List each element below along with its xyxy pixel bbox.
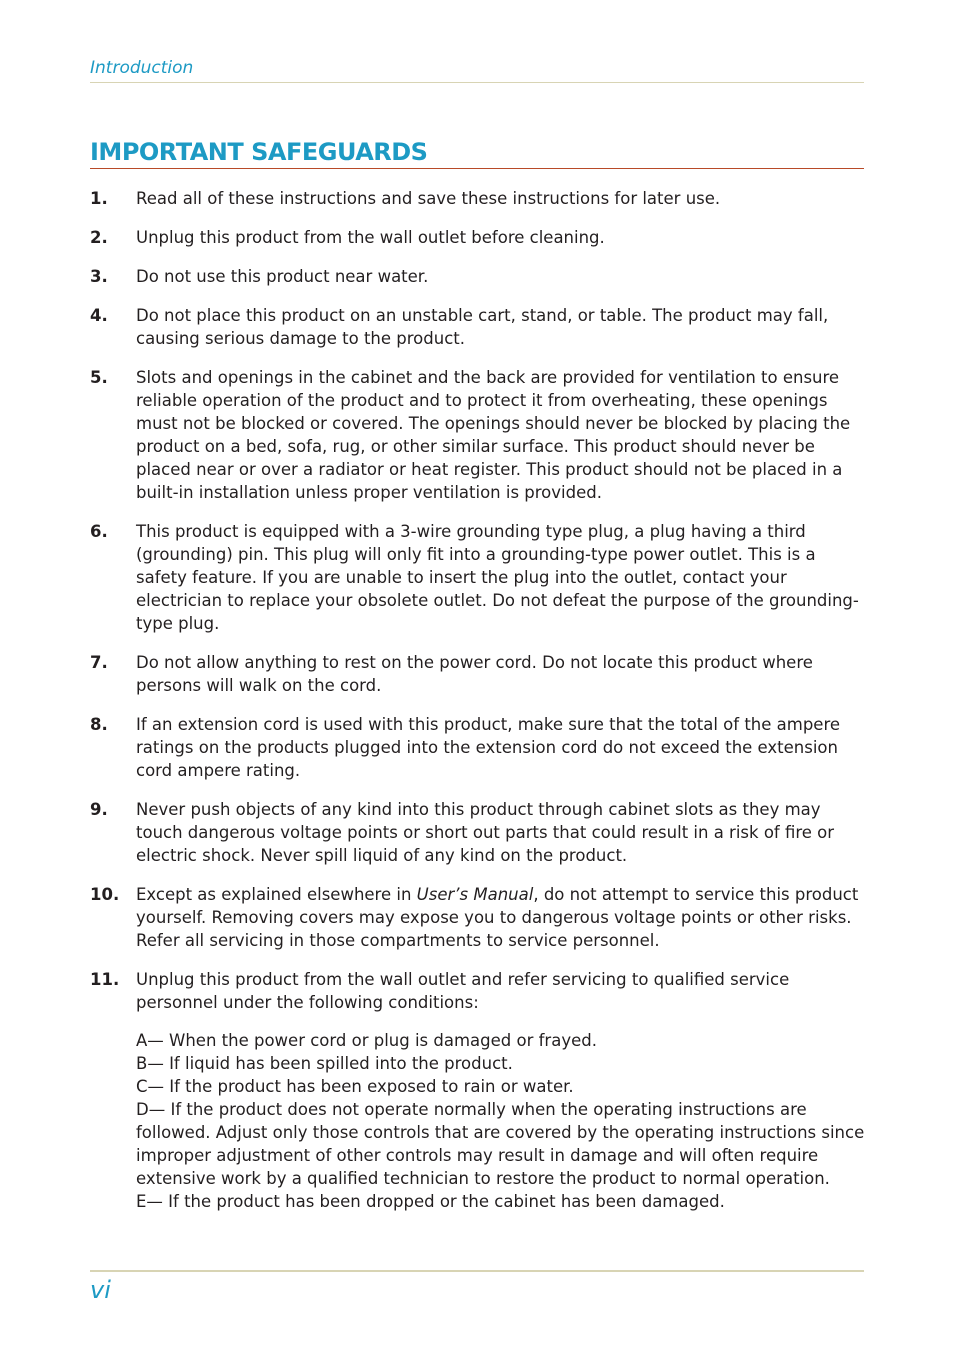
list-item-10 [90, 883, 866, 952]
item-text [136, 883, 866, 952]
footer-divider [90, 1270, 864, 1272]
item-text: Do not allow anything to rest on the power cord. Do not locate this product where persons will walk on the cord. [136, 653, 813, 695]
list-item-5 [90, 366, 866, 504]
condition-d: D— If the product does not operate normally when the operating instructions are followed. Adjust only those controls that are covered by the operating instructions since improper adjustment of other controls may result in damage and will often require extensive work by a qualified technician to restore the product to normal operation. [136, 1100, 865, 1188]
condition-b: B— If liquid has been spilled into the product. [136, 1054, 513, 1073]
item-number: 3. [90, 267, 108, 286]
running-header: Introduction [90, 58, 194, 78]
list-item-7 [90, 651, 866, 697]
list-item-1 [90, 187, 866, 210]
item-number: 5. [90, 368, 108, 387]
item-text: Do not use this product near water. [136, 267, 429, 286]
safeguards-list [90, 187, 866, 1213]
list-item-8 [90, 713, 866, 782]
item-text-after: , do not attempt to service this product yourself. Removing covers may expose you to dangerous voltage points or other risks. Refer all servicing in those compartments to service personnel. [136, 885, 859, 950]
item-text: This product is equipped with a 3-wire grounding type plug, a plug having a third (grounding) pin. This plug will only fit into a grounding-type power outlet. This is a safety feature. If you are unable to insert the plug into the outlet, contact your electrician to replace your obsolete outlet. Do not defeat the purpose of the grounding-type plug. [136, 522, 859, 633]
condition-e: E— If the product has been dropped or the cabinet has been damaged. [136, 1192, 725, 1211]
item-number: 10. [90, 885, 120, 904]
item-text: If an extension cord is used with this product, make sure that the total of the ampere ratings on the products plugged into the extension cord do not exceed the extension cord ampere rating. [136, 715, 841, 780]
item-text: Unplug this product from the wall outlet before cleaning. [136, 228, 605, 247]
list-item-6 [90, 520, 866, 635]
page-number: vi [90, 1276, 111, 1304]
item-text: Never push objects of any kind into this product through cabinet slots as they may touch dangerous voltage points or short out parts that could result in a risk of fire or electric shock. Never spill liquid of any kind on the product. [136, 800, 835, 865]
list-item-4 [90, 304, 866, 350]
list-item-9 [90, 798, 866, 867]
item-text: Read all of these instructions and save these instructions for later use. [136, 189, 721, 208]
item-text-before: Except as explained elsewhere in [136, 885, 417, 904]
page-title: IMPORTANT SAFEGUARDS [90, 138, 428, 166]
list-item-3 [90, 265, 866, 288]
condition-a: A— When the power cord or plug is damaged or frayed. [136, 1031, 597, 1050]
item-number: 6. [90, 522, 108, 541]
list-item-11 [90, 968, 866, 1014]
item-text: Unplug this product from the wall outlet and refer servicing to qualified service personnel under the following conditions: [136, 970, 790, 1012]
item-text: Slots and openings in the cabinet and the back are provided for ventilation to ensure reliable operation of the product and to protect it from overheating, these openings must not be blocked or covered. The openings should never be blocked by placing the product on a bed, sofa, rug, or other similar surface. This product should never be placed near or over a radiator or heat register. This product should not be placed in a built-in installation unless proper ventilation is provided. [136, 368, 851, 502]
header-divider [90, 82, 864, 83]
item-number: 2. [90, 228, 108, 247]
item-number: 11. [90, 970, 120, 989]
item-number: 7. [90, 653, 108, 672]
conditions-list [90, 1029, 866, 1213]
manual-title: User’s Manual [416, 885, 534, 904]
condition-c: C— If the product has been exposed to rain or water. [136, 1077, 574, 1096]
list-item-2 [90, 226, 866, 249]
title-divider [90, 168, 864, 169]
item-number: 8. [90, 715, 108, 734]
item-number: 9. [90, 800, 108, 819]
item-number: 1. [90, 189, 108, 208]
item-number: 4. [90, 306, 108, 325]
item-text: Do not place this product on an unstable cart, stand, or table. The product may fall, causing serious damage to the product. [136, 306, 829, 348]
